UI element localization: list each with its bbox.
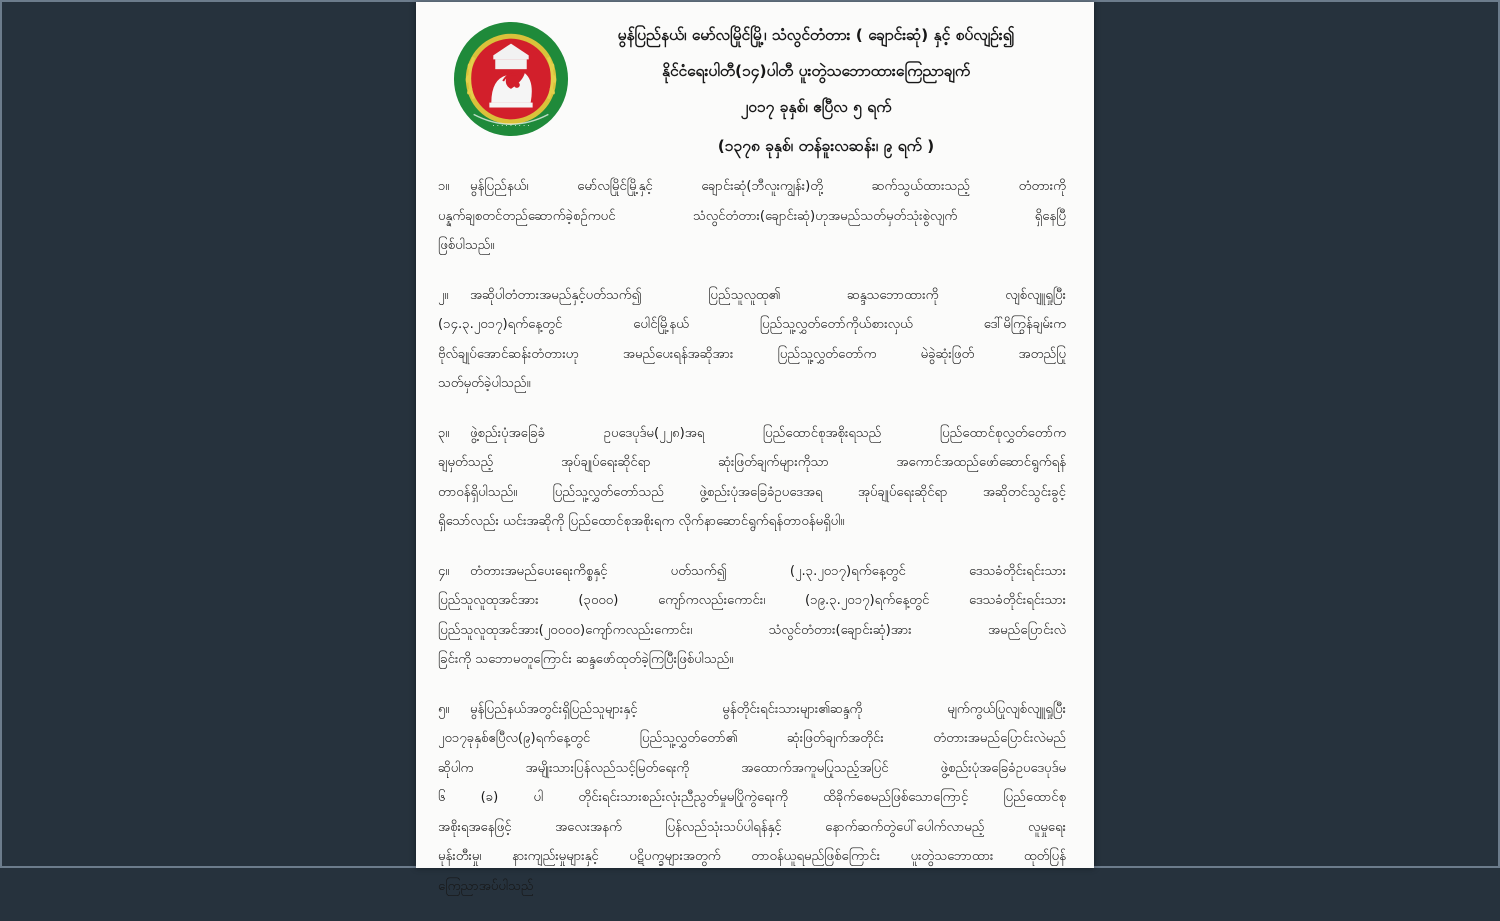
header-subtitle-line: နိုင်ငံရေးပါတီ(၁၄)ပါတီ ပူးတွဲသဘောထားကြေညာချက်: [661, 62, 971, 80]
paragraph-5: [438, 695, 1066, 902]
statement-document: [416, 2, 1094, 894]
paragraph-line: ဆိုပါက အမျိုးသားပြန်လည်သင့်မြတ်ရေးကို အထောက်အကူမပြုသည့်အပြင် ဖွဲ့စည်းပုံအခြေခံဥပဒေပုဒ်မ: [438, 760, 1066, 776]
paragraph-number: ၁။: [438, 179, 450, 194]
paragraph-line: တာဝန်ရှိပါသည်။ ပြည်သူ့လွှတ်တော်သည် ဖွဲ့စည်းပုံအခြေခံဥပဒေအရ အုပ်ချုပ်ရေးဆိုင်ရာ အဆိုတင်သွင်းခွင့်: [438, 484, 1066, 500]
lunar-date-line: (၁၃၇၈ ခုနှစ်၊ တန်ခူးလဆန်း၊ ၉ ရက် ): [717, 137, 935, 155]
paragraph-number: ၄။: [438, 563, 450, 579]
paragraph-line: ခြင်းကို သဘောမတူကြောင်း ဆန္ဒဖော်ထုတ်ခဲ့ကြပြီးဖြစ်ပါသည်။: [438, 652, 734, 667]
paragraph-line: ပန္နက်ချစတင်တည်ဆောက်ခဲ့စဥ်ကပင် သံလွင်တံတား(ချောင်းဆုံ)ဟုအမည်သတ်မှတ်သုံးစွဲလျက် ရှိနေပြီ: [438, 208, 1066, 224]
paragraph-line: ဖြစ်ပါသည်။: [438, 238, 495, 253]
statement-header: [566, 26, 1066, 134]
paragraph-line: အစိုးရအနေဖြင့် အလေးအနက် ပြန်လည်သုံးသပ်ပါရန်နှင့် နောက်ဆက်တွဲပေါ်ပေါက်လာမည့် လူမှုရေး: [438, 819, 1066, 835]
paragraph-line: ပြည်သူလူထုအင်အား(၂၀၀၀၀)ကျော်ကလည်းကောင်း၊ သံလွင်တံတား(ချောင်းဆုံ)အား အမည်ပြောင်းလဲ: [438, 622, 1066, 638]
paragraph-line: သတ်မှတ်ခဲ့ပါသည်။: [438, 376, 531, 391]
paragraph-line: ၃။ ဖွဲ့စည်းပုံအခြေခံ ဥပဒေပုဒ်မ(၂၂၈)အရ ပြည်ထောင်စုအစိုးရသည် ပြည်ထောင်စုလွှတ်တော်က: [438, 419, 1066, 449]
statement-body: [438, 172, 1066, 921]
paragraph-number: ၃။: [438, 425, 450, 441]
paragraph-2: [438, 281, 1066, 399]
header-title-line: မွန်ပြည်နယ်၊ မော်လမြိုင်မြို့၊ သံလွင်တံတား ( ချောင်းဆုံ) နှင့် စပ်လျဥ်း၍: [617, 26, 1015, 44]
paragraph-line: ၄။ တံတားအမည်ပေးရေးကိစ္စနှင့် ပတ်သက်၍ (၂.၃.၂၀၁၇)ရက်နေ့တွင် ဒေသခံတိုင်းရင်းသား: [438, 557, 1066, 587]
paragraph-line: (၁၄.၃.၂၀၁၇)ရက်နေ့တွင် ပေါင်မြို့နယ် ပြည်သူ့လွှတ်တော်ကိုယ်စားလှယ် ဒေါ်မိကြွန်ချမ်းက: [438, 317, 1066, 332]
paragraph-line: ၅။ မွန်ပြည်နယ်အတွင်းရှိပြည်သူများနှင့် မွန်တိုင်းရင်းသားများ၏ဆန္ဒကို မျက်ကွယ်ပြုလျစ်လျူရှုပြီး: [438, 695, 1066, 725]
paragraph-line: ဗိုလ်ချုပ်အောင်ဆန်းတံတားဟု အမည်ပေးရန်အဆိုအား ပြည်သူ့လွှတ်တော်က မဲခွဲဆုံးဖြတ် အတည်ပြု: [438, 346, 1066, 362]
svg-text:· · · · · · · · ·: · · · · · · · · ·: [492, 122, 530, 131]
paragraph-line: မုန်းတီးမှု၊ နားကျည်းမှုများနှင့် ပဋိပက္ခများအတွက် တာဝန်ယူရမည်ဖြစ်ကြောင်း ပူးတွဲသဘောထား ထုတ်ပြန်: [438, 849, 1066, 864]
paragraph-line: ၂။ အဆိုပါတံတားအမည်နှင့်ပတ်သက်၍ ပြည်သူလူထု၏ ဆန္ဒသဘောထားကို လျစ်လျူရှုပြီး: [438, 281, 1066, 311]
paragraph-line: ၂၀၁၇ခုနှစ်ဧပြီလ(၉)ရက်နေ့တွင် ပြည်သူ့လွှတ်တော်၏ ဆုံးဖြတ်ချက်အတိုင်း တံတားအမည်ပြောင်းလဲမည်: [438, 731, 1066, 746]
header-date-line: ၂၀၁၇ ခုနှစ်၊ ဧပြီလ ၅ ရက်: [740, 98, 892, 116]
paragraph-1: [438, 172, 1066, 261]
paragraph-line: ၆ (ခ) ပါ တိုင်းရင်းသားစည်းလုံးညီညွတ်မှုမပြိုကွဲရေးကို ထိခိုက်စေမည်ဖြစ်သောကြောင့် ပြည်ထောင်စု: [438, 790, 1066, 805]
paragraph-line: ချမှတ်သည့် အုပ်ချုပ်ရေးဆိုင်ရာ ဆုံးဖြတ်ချက်များကိုသာ အကောင်အထည်ဖော်ဆောင်ရွက်ရန်: [438, 455, 1066, 470]
paragraph-number: ၂။: [438, 287, 449, 303]
party-seal-icon: [452, 20, 570, 138]
paragraph-number: ၅။: [438, 701, 450, 717]
paragraph-4: [438, 557, 1066, 675]
paragraph-3: [438, 419, 1066, 537]
paragraph-line: ၁။ မွန်ပြည်နယ်၊ မော်လမြိုင်မြို့နှင့် ချောင်းဆုံ(ဘီလူးကျွန်း)တို့ ဆက်သွယ်ထားသည့် တံတားကို: [438, 172, 1066, 202]
paragraph-line: ကြေညာအပ်ပါသည်: [438, 878, 534, 894]
paragraph-line: ပြည်သူလူထုအင်အား (၃၀၀၀) ကျော်ကလည်းကောင်း၊ (၁၉.၃.၂၀၁၇)ရက်နေ့တွင် ဒေသခံတိုင်းရင်းသား: [438, 593, 1066, 608]
paragraph-line: ရှိသော်လည်း ယင်းအဆိုကို ပြည်ထောင်စုအစိုးရက လိုက်နာဆောင်ရွက်ရန်တာဝန်မရှိပါ။: [438, 514, 845, 529]
